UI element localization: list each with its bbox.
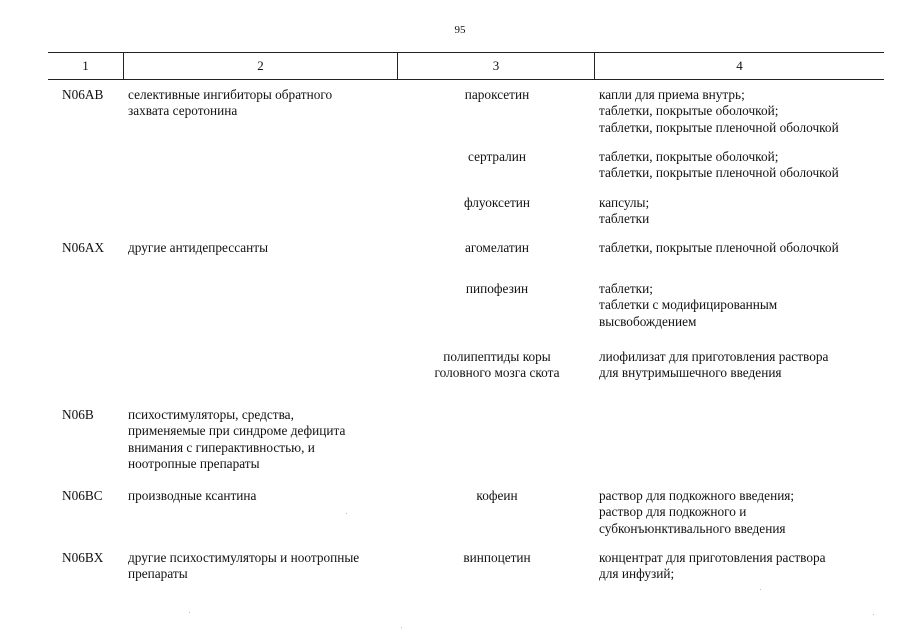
row-description-line: селективные ингибиторы обратного xyxy=(128,87,333,102)
row-code xyxy=(62,488,103,504)
row-dosage-forms-line: для инфузий; xyxy=(599,566,675,582)
row-dosage-forms-line: таблетки, покрытые пленочной оболочкой xyxy=(599,119,839,135)
row-dosage-forms-line: лиофилизат для приготовления раствора xyxy=(599,349,829,364)
row-dosage-forms-line: для внутримышечного введения xyxy=(599,365,782,381)
row-drug-name xyxy=(402,195,592,211)
row-dosage-forms-line: концентрат для приготовления раствора xyxy=(599,550,826,565)
row-dosage-forms xyxy=(599,195,899,228)
row-drug-name xyxy=(402,488,592,504)
row-dosage-forms xyxy=(599,149,899,182)
row-dosage-forms-line: таблетки, покрытые оболочкой; xyxy=(599,149,779,164)
row-description xyxy=(128,550,398,583)
header-col-2: 2 xyxy=(257,58,264,73)
row-description-line: производные ксантина xyxy=(128,488,257,503)
row-dosage-forms-line: раствор для подкожного и xyxy=(599,504,747,520)
row-dosage-forms-line: раствор для подкожного введения; xyxy=(599,488,795,503)
row-description xyxy=(128,488,398,504)
row-drug-name-line: пароксетин xyxy=(464,87,530,102)
row-description-line: ноотропные препараты xyxy=(128,455,260,471)
row-code xyxy=(62,407,94,423)
row-code xyxy=(62,240,104,256)
row-description xyxy=(128,407,398,472)
row-drug-name-line: пипофезин xyxy=(465,281,529,296)
row-drug-name xyxy=(402,281,592,297)
row-dosage-forms-line: субконъюнктивального введения xyxy=(599,520,786,536)
row-dosage-forms xyxy=(599,87,899,136)
row-code-line: N06AX xyxy=(62,240,105,255)
row-dosage-forms-line: таблетки, покрытые оболочкой; xyxy=(599,103,779,119)
row-description-line: препараты xyxy=(128,566,188,582)
row-drug-name-line: головного мозга скота xyxy=(434,365,560,381)
row-description xyxy=(128,87,398,120)
row-dosage-forms xyxy=(599,240,899,256)
row-drug-name-line: флуоксетин xyxy=(463,195,531,210)
row-dosage-forms-line: таблетки, покрытые пленочной оболочкой xyxy=(599,165,839,181)
row-code-line: N06BC xyxy=(62,488,103,503)
row-code-line: N06B xyxy=(62,407,94,422)
row-dosage-forms xyxy=(599,488,899,537)
row-drug-name-line: кофеин xyxy=(476,488,518,503)
header-bottom-rule xyxy=(48,79,884,80)
row-description-line: психостимуляторы, средства, xyxy=(128,407,294,422)
row-dosage-forms-line: таблетки xyxy=(599,211,650,227)
row-dosage-forms-line: таблетки, покрытые пленочной оболочкой xyxy=(599,240,839,255)
row-dosage-forms-line: таблетки с модифицированным xyxy=(599,297,778,313)
row-dosage-forms-line: высвобождением xyxy=(599,313,697,329)
row-code xyxy=(62,550,103,566)
row-drug-name-line: полипептиды коры xyxy=(443,349,551,364)
row-description-line: другие антидепрессанты xyxy=(128,240,269,255)
row-drug-name xyxy=(402,87,592,103)
row-dosage-forms xyxy=(599,349,899,382)
row-drug-name-line: агомелатин xyxy=(465,240,529,255)
row-dosage-forms-line: таблетки; xyxy=(599,281,653,296)
row-drug-name xyxy=(402,550,592,566)
row-drug-name xyxy=(402,149,592,165)
header-col-3: 3 xyxy=(492,58,500,73)
page-number: 95 xyxy=(454,24,466,36)
row-dosage-forms-line: капсулы; xyxy=(599,195,650,210)
row-description-line: другие психостимуляторы и ноотропные xyxy=(128,550,360,565)
row-drug-name-line: сертралин xyxy=(468,149,526,164)
row-code xyxy=(62,87,103,103)
row-dosage-forms-line: капли для приема внутрь; xyxy=(599,87,745,102)
row-drug-name xyxy=(402,349,592,382)
row-code-line: N06BX xyxy=(62,550,104,565)
header-col-1: 1 xyxy=(82,58,89,73)
header-col-4: 4 xyxy=(736,58,743,73)
row-dosage-forms xyxy=(599,550,899,583)
row-drug-name-line: винпоцетин xyxy=(463,550,531,565)
row-code-line: N06AB xyxy=(62,87,104,102)
row-description-line: применяемые при синдроме дефицита xyxy=(128,423,346,439)
row-description xyxy=(128,240,398,256)
row-description-line: захвата серотонина xyxy=(128,103,238,119)
row-description-line: внимания с гиперактивностью, и xyxy=(128,439,315,455)
row-drug-name xyxy=(402,240,592,256)
row-dosage-forms xyxy=(599,281,899,330)
header-top-rule xyxy=(48,52,884,53)
